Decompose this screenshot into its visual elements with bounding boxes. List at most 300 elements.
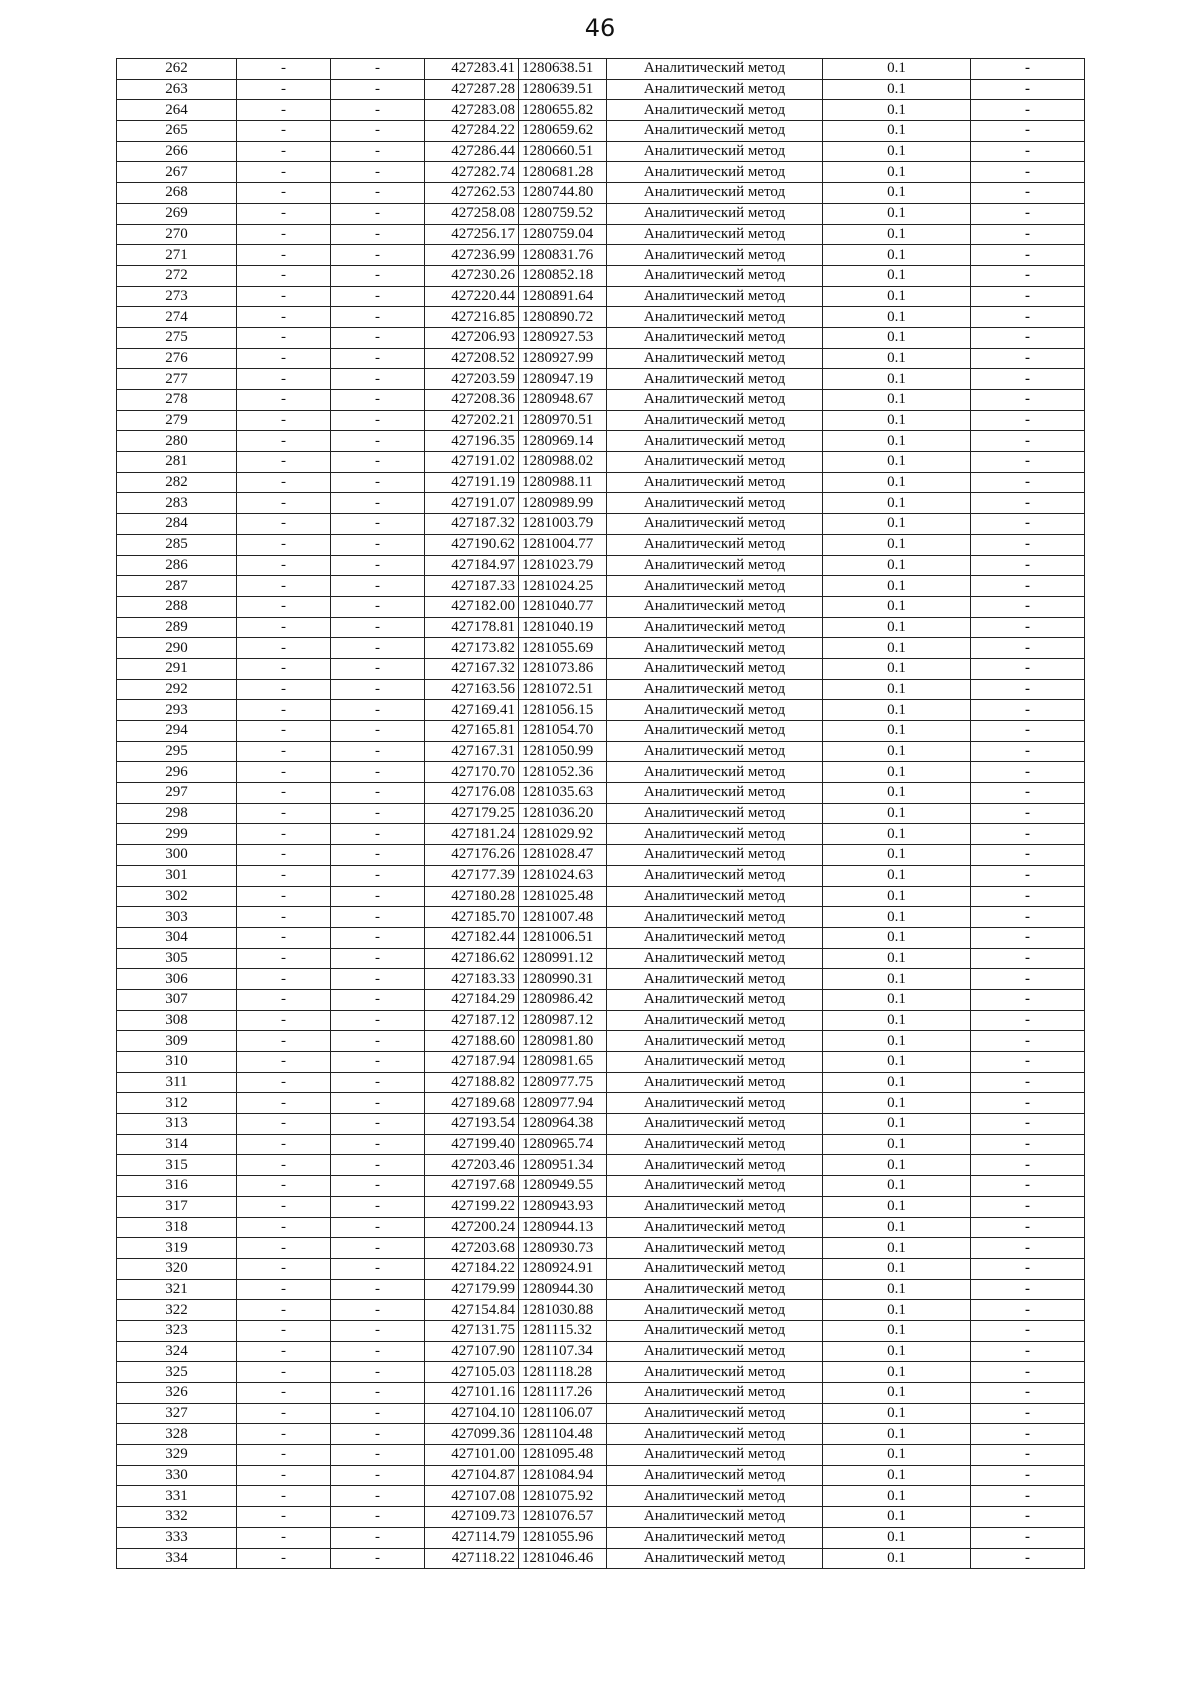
- method-cell: Аналитический метод: [607, 741, 823, 762]
- table-row: [117, 1134, 1085, 1155]
- table-row: [117, 1465, 1085, 1486]
- table-row: [117, 927, 1085, 948]
- dash-cell-b: -: [331, 700, 425, 721]
- method-cell: Аналитический метод: [607, 245, 823, 266]
- accuracy-cell: 0.1: [823, 907, 971, 928]
- x-coordinate-cell: 427283.08: [425, 100, 519, 121]
- point-number-cell: 319: [117, 1238, 237, 1259]
- dash-cell-a: -: [237, 348, 331, 369]
- table-row: [117, 658, 1085, 679]
- dash-cell-a: -: [237, 907, 331, 928]
- point-number-cell: 285: [117, 534, 237, 555]
- method-cell: Аналитический метод: [607, 1548, 823, 1569]
- dash-cell-a: -: [237, 927, 331, 948]
- accuracy-cell: 0.1: [823, 721, 971, 742]
- table-row: [117, 1383, 1085, 1404]
- x-coordinate-cell: 427199.40: [425, 1134, 519, 1155]
- note-cell: -: [971, 1031, 1085, 1052]
- note-cell: -: [971, 141, 1085, 162]
- y-coordinate-cell: 1280951.34: [519, 1155, 607, 1176]
- accuracy-cell: 0.1: [823, 1031, 971, 1052]
- method-cell: Аналитический метод: [607, 224, 823, 245]
- dash-cell-b: -: [331, 1486, 425, 1507]
- y-coordinate-cell: 1281046.46: [519, 1548, 607, 1569]
- dash-cell-a: -: [237, 472, 331, 493]
- method-cell: Аналитический метод: [607, 183, 823, 204]
- point-number-cell: 324: [117, 1341, 237, 1362]
- accuracy-cell: 0.1: [823, 948, 971, 969]
- x-coordinate-cell: 427107.08: [425, 1486, 519, 1507]
- method-cell: Аналитический метод: [607, 783, 823, 804]
- accuracy-cell: 0.1: [823, 1196, 971, 1217]
- accuracy-cell: 0.1: [823, 224, 971, 245]
- accuracy-cell: 0.1: [823, 79, 971, 100]
- point-number-cell: 282: [117, 472, 237, 493]
- dash-cell-a: -: [237, 1093, 331, 1114]
- note-cell: -: [971, 348, 1085, 369]
- x-coordinate-cell: 427109.73: [425, 1507, 519, 1528]
- method-cell: Аналитический метод: [607, 969, 823, 990]
- accuracy-cell: 0.1: [823, 431, 971, 452]
- note-cell: -: [971, 224, 1085, 245]
- dash-cell-b: -: [331, 1238, 425, 1259]
- y-coordinate-cell: 1280890.72: [519, 307, 607, 328]
- point-number-cell: 328: [117, 1424, 237, 1445]
- point-number-cell: 266: [117, 141, 237, 162]
- dash-cell-b: -: [331, 989, 425, 1010]
- point-number-cell: 271: [117, 245, 237, 266]
- method-cell: Аналитический метод: [607, 1300, 823, 1321]
- dash-cell-b: -: [331, 431, 425, 452]
- accuracy-cell: 0.1: [823, 596, 971, 617]
- y-coordinate-cell: 1280977.94: [519, 1093, 607, 1114]
- dash-cell-a: -: [237, 307, 331, 328]
- x-coordinate-cell: 427184.22: [425, 1258, 519, 1279]
- table-row: [117, 907, 1085, 928]
- accuracy-cell: 0.1: [823, 969, 971, 990]
- accuracy-cell: 0.1: [823, 617, 971, 638]
- table-row: [117, 203, 1085, 224]
- method-cell: Аналитический метод: [607, 1362, 823, 1383]
- x-coordinate-cell: 427188.60: [425, 1031, 519, 1052]
- y-coordinate-cell: 1280927.99: [519, 348, 607, 369]
- dash-cell-b: -: [331, 1010, 425, 1031]
- accuracy-cell: 0.1: [823, 514, 971, 535]
- note-cell: -: [971, 576, 1085, 597]
- method-cell: Аналитический метод: [607, 390, 823, 411]
- point-number-cell: 320: [117, 1258, 237, 1279]
- accuracy-cell: 0.1: [823, 390, 971, 411]
- note-cell: -: [971, 100, 1085, 121]
- y-coordinate-cell: 1281025.48: [519, 886, 607, 907]
- point-number-cell: 305: [117, 948, 237, 969]
- note-cell: -: [971, 472, 1085, 493]
- note-cell: -: [971, 907, 1085, 928]
- method-cell: Аналитический метод: [607, 1424, 823, 1445]
- dash-cell-a: -: [237, 1320, 331, 1341]
- method-cell: Аналитический метод: [607, 721, 823, 742]
- x-coordinate-cell: 427193.54: [425, 1114, 519, 1135]
- x-coordinate-cell: 427230.26: [425, 265, 519, 286]
- dash-cell-b: -: [331, 927, 425, 948]
- note-cell: -: [971, 1238, 1085, 1259]
- x-coordinate-cell: 427165.81: [425, 721, 519, 742]
- y-coordinate-cell: 1281040.19: [519, 617, 607, 638]
- y-coordinate-cell: 1281003.79: [519, 514, 607, 535]
- point-number-cell: 297: [117, 783, 237, 804]
- x-coordinate-cell: 427184.97: [425, 555, 519, 576]
- point-number-cell: 292: [117, 679, 237, 700]
- dash-cell-b: -: [331, 141, 425, 162]
- table-row: [117, 79, 1085, 100]
- dash-cell-b: -: [331, 596, 425, 617]
- x-coordinate-cell: 427099.36: [425, 1424, 519, 1445]
- method-cell: Аналитический метод: [607, 927, 823, 948]
- point-number-cell: 333: [117, 1527, 237, 1548]
- dash-cell-a: -: [237, 1527, 331, 1548]
- x-coordinate-cell: 427206.93: [425, 327, 519, 348]
- note-cell: -: [971, 721, 1085, 742]
- dash-cell-b: -: [331, 493, 425, 514]
- y-coordinate-cell: 1280947.19: [519, 369, 607, 390]
- y-coordinate-cell: 1281006.51: [519, 927, 607, 948]
- method-cell: Аналитический метод: [607, 1010, 823, 1031]
- x-coordinate-cell: 427185.70: [425, 907, 519, 928]
- point-number-cell: 303: [117, 907, 237, 928]
- point-number-cell: 296: [117, 762, 237, 783]
- x-coordinate-cell: 427101.00: [425, 1445, 519, 1466]
- page-number: 46: [584, 14, 616, 42]
- x-coordinate-cell: 427184.29: [425, 989, 519, 1010]
- x-coordinate-cell: 427182.44: [425, 927, 519, 948]
- table-row: [117, 1217, 1085, 1238]
- note-cell: -: [971, 679, 1085, 700]
- table-row: [117, 638, 1085, 659]
- dash-cell-b: -: [331, 1362, 425, 1383]
- method-cell: Аналитический метод: [607, 700, 823, 721]
- x-coordinate-cell: 427199.22: [425, 1196, 519, 1217]
- x-coordinate-cell: 427179.99: [425, 1279, 519, 1300]
- y-coordinate-cell: 1281106.07: [519, 1403, 607, 1424]
- dash-cell-b: -: [331, 410, 425, 431]
- method-cell: Аналитический метод: [607, 596, 823, 617]
- dash-cell-a: -: [237, 596, 331, 617]
- point-number-cell: 298: [117, 803, 237, 824]
- point-number-cell: 313: [117, 1114, 237, 1135]
- dash-cell-a: -: [237, 803, 331, 824]
- accuracy-cell: 0.1: [823, 307, 971, 328]
- note-cell: -: [971, 245, 1085, 266]
- method-cell: Аналитический метод: [607, 59, 823, 80]
- table-row: [117, 576, 1085, 597]
- accuracy-cell: 0.1: [823, 59, 971, 80]
- dash-cell-a: -: [237, 741, 331, 762]
- note-cell: -: [971, 162, 1085, 183]
- point-number-cell: 263: [117, 79, 237, 100]
- accuracy-cell: 0.1: [823, 141, 971, 162]
- method-cell: Аналитический метод: [607, 1486, 823, 1507]
- note-cell: -: [971, 596, 1085, 617]
- point-number-cell: 323: [117, 1320, 237, 1341]
- method-cell: Аналитический метод: [607, 348, 823, 369]
- method-cell: Аналитический метод: [607, 493, 823, 514]
- note-cell: -: [971, 555, 1085, 576]
- dash-cell-b: -: [331, 783, 425, 804]
- point-number-cell: 265: [117, 121, 237, 142]
- point-number-cell: 308: [117, 1010, 237, 1031]
- dash-cell-b: -: [331, 658, 425, 679]
- point-number-cell: 332: [117, 1507, 237, 1528]
- y-coordinate-cell: 1280944.30: [519, 1279, 607, 1300]
- table-row: [117, 762, 1085, 783]
- dash-cell-a: -: [237, 141, 331, 162]
- dash-cell-a: -: [237, 1010, 331, 1031]
- x-coordinate-cell: 427187.12: [425, 1010, 519, 1031]
- table-row: [117, 1403, 1085, 1424]
- table-row: [117, 390, 1085, 411]
- method-cell: Аналитический метод: [607, 265, 823, 286]
- accuracy-cell: 0.1: [823, 679, 971, 700]
- dash-cell-b: -: [331, 265, 425, 286]
- method-cell: Аналитический метод: [607, 1155, 823, 1176]
- dash-cell-b: -: [331, 1155, 425, 1176]
- method-cell: Аналитический метод: [607, 369, 823, 390]
- dash-cell-b: -: [331, 1548, 425, 1569]
- accuracy-cell: 0.1: [823, 1548, 971, 1569]
- table-row: [117, 1072, 1085, 1093]
- point-number-cell: 288: [117, 596, 237, 617]
- dash-cell-b: -: [331, 1217, 425, 1238]
- accuracy-cell: 0.1: [823, 658, 971, 679]
- dash-cell-a: -: [237, 1300, 331, 1321]
- method-cell: Аналитический метод: [607, 327, 823, 348]
- note-cell: -: [971, 1176, 1085, 1197]
- accuracy-cell: 0.1: [823, 700, 971, 721]
- table-row: [117, 183, 1085, 204]
- method-cell: Аналитический метод: [607, 1403, 823, 1424]
- table-row: [117, 1445, 1085, 1466]
- accuracy-cell: 0.1: [823, 410, 971, 431]
- table-row: [117, 348, 1085, 369]
- note-cell: -: [971, 327, 1085, 348]
- dash-cell-b: -: [331, 886, 425, 907]
- x-coordinate-cell: 427286.44: [425, 141, 519, 162]
- point-number-cell: 310: [117, 1052, 237, 1073]
- x-coordinate-cell: 427188.82: [425, 1072, 519, 1093]
- accuracy-cell: 0.1: [823, 638, 971, 659]
- method-cell: Аналитический метод: [607, 1465, 823, 1486]
- accuracy-cell: 0.1: [823, 100, 971, 121]
- dash-cell-a: -: [237, 79, 331, 100]
- point-number-cell: 275: [117, 327, 237, 348]
- accuracy-cell: 0.1: [823, 989, 971, 1010]
- dash-cell-b: -: [331, 1134, 425, 1155]
- dash-cell-b: -: [331, 245, 425, 266]
- table-row: [117, 493, 1085, 514]
- y-coordinate-cell: 1281035.63: [519, 783, 607, 804]
- point-number-cell: 322: [117, 1300, 237, 1321]
- dash-cell-a: -: [237, 1052, 331, 1073]
- method-cell: Аналитический метод: [607, 1383, 823, 1404]
- table-row: [117, 1548, 1085, 1569]
- accuracy-cell: 0.1: [823, 286, 971, 307]
- dash-cell-b: -: [331, 369, 425, 390]
- x-coordinate-cell: 427107.90: [425, 1341, 519, 1362]
- dash-cell-b: -: [331, 638, 425, 659]
- dash-cell-b: -: [331, 534, 425, 555]
- method-cell: Аналитический метод: [607, 1196, 823, 1217]
- dash-cell-b: -: [331, 1279, 425, 1300]
- y-coordinate-cell: 1281055.69: [519, 638, 607, 659]
- x-coordinate-cell: 427114.79: [425, 1527, 519, 1548]
- y-coordinate-cell: 1281050.99: [519, 741, 607, 762]
- table-row: [117, 162, 1085, 183]
- table-row: [117, 555, 1085, 576]
- point-number-cell: 300: [117, 845, 237, 866]
- accuracy-cell: 0.1: [823, 327, 971, 348]
- dash-cell-a: -: [237, 1403, 331, 1424]
- note-cell: -: [971, 1155, 1085, 1176]
- table-row: [117, 1424, 1085, 1445]
- x-coordinate-cell: 427177.39: [425, 865, 519, 886]
- x-coordinate-cell: 427167.31: [425, 741, 519, 762]
- dash-cell-a: -: [237, 327, 331, 348]
- note-cell: -: [971, 59, 1085, 80]
- method-cell: Аналитический метод: [607, 100, 823, 121]
- dash-cell-a: -: [237, 265, 331, 286]
- x-coordinate-cell: 427180.28: [425, 886, 519, 907]
- dash-cell-b: -: [331, 907, 425, 928]
- coordinates-table: [116, 58, 1085, 1569]
- dash-cell-b: -: [331, 162, 425, 183]
- accuracy-cell: 0.1: [823, 576, 971, 597]
- dash-cell-a: -: [237, 783, 331, 804]
- accuracy-cell: 0.1: [823, 245, 971, 266]
- method-cell: Аналитический метод: [607, 1114, 823, 1135]
- x-coordinate-cell: 427191.07: [425, 493, 519, 514]
- accuracy-cell: 0.1: [823, 534, 971, 555]
- point-number-cell: 272: [117, 265, 237, 286]
- y-coordinate-cell: 1280990.31: [519, 969, 607, 990]
- point-number-cell: 284: [117, 514, 237, 535]
- y-coordinate-cell: 1281029.92: [519, 824, 607, 845]
- note-cell: -: [971, 514, 1085, 535]
- dash-cell-a: -: [237, 1155, 331, 1176]
- dash-cell-b: -: [331, 121, 425, 142]
- point-number-cell: 309: [117, 1031, 237, 1052]
- method-cell: Аналитический метод: [607, 1134, 823, 1155]
- dash-cell-a: -: [237, 286, 331, 307]
- y-coordinate-cell: 1280981.65: [519, 1052, 607, 1073]
- table-row: [117, 514, 1085, 535]
- dash-cell-a: -: [237, 555, 331, 576]
- y-coordinate-cell: 1281076.57: [519, 1507, 607, 1528]
- method-cell: Аналитический метод: [607, 886, 823, 907]
- dash-cell-b: -: [331, 1403, 425, 1424]
- accuracy-cell: 0.1: [823, 1465, 971, 1486]
- y-coordinate-cell: 1280986.42: [519, 989, 607, 1010]
- x-coordinate-cell: 427258.08: [425, 203, 519, 224]
- dash-cell-b: -: [331, 948, 425, 969]
- dash-cell-b: -: [331, 1093, 425, 1114]
- accuracy-cell: 0.1: [823, 762, 971, 783]
- point-number-cell: 295: [117, 741, 237, 762]
- note-cell: -: [971, 1072, 1085, 1093]
- x-coordinate-cell: 427176.26: [425, 845, 519, 866]
- x-coordinate-cell: 427104.87: [425, 1465, 519, 1486]
- note-cell: -: [971, 1320, 1085, 1341]
- point-number-cell: 281: [117, 452, 237, 473]
- note-cell: -: [971, 783, 1085, 804]
- point-number-cell: 289: [117, 617, 237, 638]
- accuracy-cell: 0.1: [823, 927, 971, 948]
- point-number-cell: 280: [117, 431, 237, 452]
- table-row: [117, 1155, 1085, 1176]
- note-cell: -: [971, 969, 1085, 990]
- dash-cell-a: -: [237, 886, 331, 907]
- note-cell: -: [971, 845, 1085, 866]
- accuracy-cell: 0.1: [823, 493, 971, 514]
- note-cell: -: [971, 886, 1085, 907]
- note-cell: -: [971, 307, 1085, 328]
- accuracy-cell: 0.1: [823, 865, 971, 886]
- note-cell: -: [971, 927, 1085, 948]
- dash-cell-a: -: [237, 1072, 331, 1093]
- x-coordinate-cell: 427203.46: [425, 1155, 519, 1176]
- x-coordinate-cell: 427202.21: [425, 410, 519, 431]
- y-coordinate-cell: 1280964.38: [519, 1114, 607, 1135]
- dash-cell-a: -: [237, 390, 331, 411]
- note-cell: -: [971, 803, 1085, 824]
- method-cell: Аналитический метод: [607, 1258, 823, 1279]
- dash-cell-a: -: [237, 410, 331, 431]
- x-coordinate-cell: 427186.62: [425, 948, 519, 969]
- note-cell: -: [971, 741, 1085, 762]
- point-number-cell: 314: [117, 1134, 237, 1155]
- dash-cell-b: -: [331, 1507, 425, 1528]
- note-cell: -: [971, 1010, 1085, 1031]
- note-cell: -: [971, 1548, 1085, 1569]
- table-row: [117, 700, 1085, 721]
- table-row: [117, 1031, 1085, 1052]
- dash-cell-b: -: [331, 203, 425, 224]
- point-number-cell: 291: [117, 658, 237, 679]
- method-cell: Аналитический метод: [607, 907, 823, 928]
- y-coordinate-cell: 1280948.67: [519, 390, 607, 411]
- dash-cell-a: -: [237, 948, 331, 969]
- dash-cell-a: -: [237, 1031, 331, 1052]
- accuracy-cell: 0.1: [823, 803, 971, 824]
- dash-cell-a: -: [237, 638, 331, 659]
- point-number-cell: 321: [117, 1279, 237, 1300]
- y-coordinate-cell: 1281023.79: [519, 555, 607, 576]
- table-row: [117, 141, 1085, 162]
- point-number-cell: 293: [117, 700, 237, 721]
- dash-cell-a: -: [237, 431, 331, 452]
- dash-cell-b: -: [331, 845, 425, 866]
- dash-cell-a: -: [237, 203, 331, 224]
- x-coordinate-cell: 427284.22: [425, 121, 519, 142]
- y-coordinate-cell: 1280943.93: [519, 1196, 607, 1217]
- x-coordinate-cell: 427167.32: [425, 658, 519, 679]
- x-coordinate-cell: 427208.36: [425, 390, 519, 411]
- y-coordinate-cell: 1280659.62: [519, 121, 607, 142]
- x-coordinate-cell: 427178.81: [425, 617, 519, 638]
- table-row: [117, 1238, 1085, 1259]
- y-coordinate-cell: 1281075.92: [519, 1486, 607, 1507]
- accuracy-cell: 0.1: [823, 1383, 971, 1404]
- dash-cell-b: -: [331, 1300, 425, 1321]
